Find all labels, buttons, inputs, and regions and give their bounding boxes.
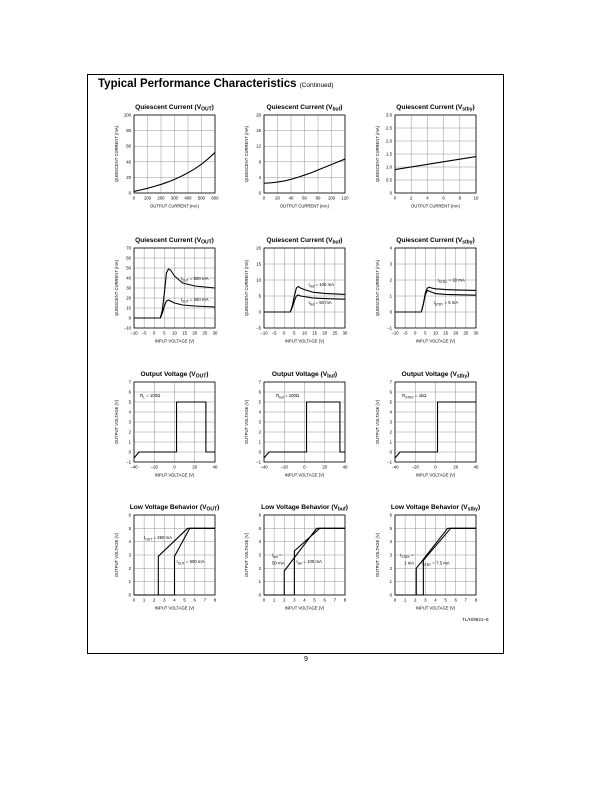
- y-tick-label: 2: [128, 565, 131, 571]
- y-tick-label: 5: [128, 399, 131, 405]
- x-tick-label: 7: [464, 597, 468, 603]
- x-tick-label: 40: [288, 195, 294, 201]
- x-tick-label: 10: [473, 195, 479, 201]
- x-axis-label: INPUT VOLTAGE (V): [154, 472, 195, 478]
- curve-annotation: $R_{STBY} = 1k\Omega$: [402, 393, 427, 400]
- x-tick-label: 5: [424, 330, 427, 336]
- x-tick-label: 3: [163, 597, 166, 603]
- y-tick-label: 1: [258, 579, 261, 585]
- x-tick-label: 0: [262, 597, 266, 603]
- x-tick-label: 8: [343, 597, 347, 603]
- y-tick-label: 5: [258, 293, 261, 299]
- y-tick-label: 5: [389, 525, 392, 531]
- y-tick-label: 3: [128, 419, 131, 425]
- y-tick-label: 0: [128, 190, 131, 196]
- curve-annotation: 50 mA: [272, 560, 285, 566]
- title-subtitle: (Continued): [299, 82, 334, 89]
- chart-title: Quiescent Current $(V_{stby})$: [396, 104, 475, 113]
- y-tick-label: 3: [128, 552, 131, 558]
- x-tick-label: −10: [391, 330, 399, 336]
- curve-annotation: 1 mA: [404, 560, 415, 566]
- x-tick-label: 5: [444, 597, 447, 603]
- curve-annotation: $I_{buf}$ =: [272, 552, 282, 559]
- chart-4: [114, 237, 218, 344]
- x-tick-label: 40: [212, 464, 218, 470]
- x-tick-label: 8: [474, 597, 478, 603]
- curve-annotation: $I_{buf} = 100$ mA: [296, 559, 322, 566]
- y-tick-label: 3: [258, 419, 261, 425]
- chart-9: [375, 371, 479, 478]
- x-axis-label: INPUT VOLTAGE (V): [284, 605, 325, 611]
- x-tick-label: 80: [315, 195, 321, 201]
- x-tick-label: 100: [327, 195, 336, 201]
- x-tick-label: 120: [341, 195, 349, 201]
- x-tick-label: −40: [130, 464, 138, 470]
- x-tick-label: 60: [302, 195, 307, 201]
- y-tick-label: 5: [389, 399, 392, 405]
- y-tick-label: 1: [389, 293, 392, 299]
- x-tick-label: 4: [426, 195, 429, 201]
- y-tick-label: 70: [126, 245, 131, 251]
- y-tick-label: 8: [258, 159, 261, 165]
- curve-annotation: $I_{OUT} = 500$ mA: [180, 276, 209, 283]
- x-tick-label: 1: [142, 597, 146, 603]
- y-axis-label: OUTPUT VOLTAGE (V): [114, 399, 119, 445]
- page-number: 9: [304, 656, 308, 663]
- x-tick-label: 7: [333, 597, 337, 603]
- chart-title: Output Voltage $(V_{buf})$: [271, 371, 338, 380]
- y-axis-label: OUTPUT VOLTAGE (V): [375, 399, 380, 445]
- x-tick-label: 8: [458, 195, 461, 201]
- x-tick-label: 2: [153, 597, 156, 603]
- chart-title: Output Voltage $(V_{stby})$: [401, 371, 470, 380]
- curve-annotation: $I_{OUT} = 250$ mA: [144, 535, 173, 542]
- chart-title: Output Voltage $(V_{OUT})$: [140, 371, 209, 380]
- y-tick-label: −1: [387, 459, 392, 465]
- y-tick-label: 3: [389, 552, 392, 558]
- y-tick-label: 0: [389, 190, 392, 196]
- x-tick-label: 15: [312, 330, 318, 336]
- y-tick-label: 2: [389, 429, 392, 435]
- y-axis-label: QUIESCENT CURRENT (mA): [244, 259, 249, 317]
- y-tick-label: 80: [126, 128, 131, 134]
- x-tick-label: 300: [170, 195, 179, 201]
- y-tick-label: 2: [258, 565, 261, 571]
- x-tick-label: 20: [322, 330, 328, 336]
- chart-title: Low Voltage Behavior $(V_{stby})$: [390, 504, 481, 513]
- x-tick-label: 4: [173, 597, 176, 603]
- y-tick-label: 4: [389, 409, 392, 415]
- x-tick-label: 5: [313, 597, 316, 603]
- y-tick-label: 6: [258, 389, 261, 395]
- y-tick-label: 2: [389, 277, 392, 283]
- y-tick-label: 5: [128, 525, 131, 531]
- x-axis-label: INPUT VOLTAGE (V): [415, 472, 456, 478]
- x-tick-label: 0: [132, 195, 136, 201]
- x-axis-label: OUTPUT CURRENT (mA): [411, 203, 460, 209]
- x-tick-label: 5: [293, 330, 296, 336]
- x-tick-label: 0: [434, 464, 437, 470]
- x-axis-label: INPUT VOLTAGE (V): [154, 338, 195, 344]
- chart-11: [244, 504, 348, 611]
- x-tick-label: 100: [143, 195, 152, 201]
- y-tick-label: 40: [126, 275, 131, 281]
- y-tick-label: 2: [258, 429, 261, 435]
- y-tick-label: 0: [258, 592, 261, 598]
- y-tick-label: 0.5: [386, 177, 392, 183]
- y-tick-label: 6: [128, 389, 131, 395]
- chart-6: [375, 237, 479, 344]
- y-tick-label: 4: [128, 409, 131, 415]
- y-tick-label: 5: [258, 525, 261, 531]
- chart-title: Quiescent Current $(V_{OUT})$: [135, 104, 214, 113]
- y-tick-label: 2: [389, 565, 392, 571]
- y-axis-label: OUTPUT VOLTAGE (V): [114, 532, 119, 578]
- y-tick-label: 0: [258, 309, 261, 315]
- y-tick-label: 3: [389, 419, 392, 425]
- chart-7: [114, 371, 218, 478]
- x-tick-label: 30: [473, 330, 479, 336]
- x-tick-label: 400: [184, 195, 192, 201]
- y-axis-label: QUIESCENT CURRENT (mA): [375, 125, 380, 183]
- x-tick-label: −20: [411, 464, 419, 470]
- figure-reference: TL/H/9821–8: [462, 617, 489, 622]
- x-tick-label: 20: [453, 464, 459, 470]
- y-tick-label: 1: [258, 439, 261, 445]
- x-tick-label: 6: [193, 597, 196, 603]
- x-tick-label: 7: [203, 597, 207, 603]
- x-tick-label: 15: [443, 330, 449, 336]
- y-axis-label: OUTPUT VOLTAGE (V): [375, 532, 380, 578]
- chart-2: [244, 104, 349, 209]
- curve-annotation: $I_{buf} = 100$ mA: [308, 281, 335, 289]
- curve-annotation: $R_L = 100\Omega$: [140, 393, 161, 400]
- y-tick-label: 20: [256, 112, 261, 118]
- x-tick-label: 2: [410, 195, 413, 201]
- x-tick-label: 0: [393, 195, 397, 201]
- x-tick-label: 6: [442, 195, 445, 201]
- y-tick-label: 7: [389, 379, 392, 385]
- x-tick-label: 8: [213, 597, 217, 603]
- x-tick-label: 25: [463, 330, 469, 336]
- chart-title: Quiescent Current $(V_{buf})$: [266, 237, 343, 246]
- y-axis-label: QUIESCENT CURRENT (mA): [114, 125, 119, 183]
- x-tick-label: −20: [280, 464, 288, 470]
- y-tick-label: 50: [126, 265, 131, 271]
- y-tick-label: 1: [128, 579, 131, 585]
- x-tick-label: 20: [192, 330, 198, 336]
- curve-annotation: $R_{buf} = 100\Omega$: [276, 393, 300, 400]
- y-tick-label: 20: [126, 174, 131, 180]
- x-tick-label: 10: [302, 330, 307, 336]
- x-tick-label: 30: [342, 330, 348, 336]
- y-tick-label: 10: [256, 277, 261, 283]
- y-tick-label: 30: [126, 285, 131, 291]
- y-tick-label: 12: [256, 143, 261, 149]
- x-tick-label: 500: [197, 195, 206, 201]
- x-tick-label: 2: [283, 597, 286, 603]
- x-axis-label: OUTPUT CURRENT (mA): [150, 203, 199, 209]
- y-tick-label: 0: [389, 592, 392, 598]
- x-tick-label: 10: [172, 330, 177, 336]
- chart-title: Quiescent Current $(V_{OUT})$: [135, 237, 214, 246]
- x-tick-label: 0: [283, 330, 286, 336]
- y-tick-label: 0: [128, 592, 131, 598]
- y-tick-label: 1: [389, 439, 392, 445]
- x-tick-label: 1: [272, 597, 276, 603]
- curve-annotation: $I_{buf} = 50$ mA: [308, 300, 332, 307]
- y-tick-label: 4: [258, 539, 261, 545]
- y-tick-label: 0: [389, 449, 392, 455]
- x-tick-label: 10: [433, 330, 438, 336]
- x-tick-label: 0: [173, 464, 176, 470]
- y-tick-label: 4: [258, 174, 261, 180]
- x-tick-label: 6: [454, 597, 457, 603]
- curve-annotation: $I_{STBY} = 5$ mA: [433, 300, 459, 307]
- x-tick-label: −5: [141, 330, 147, 336]
- y-tick-label: 2.5: [386, 125, 392, 131]
- x-tick-label: 30: [212, 330, 218, 336]
- y-tick-label: 4: [389, 245, 392, 251]
- y-tick-label: 20: [126, 295, 131, 301]
- x-tick-label: 2: [414, 597, 417, 603]
- x-tick-label: −10: [260, 330, 268, 336]
- chart-title: Low Voltage Behavior $(V_{buf})$: [261, 504, 348, 513]
- y-tick-label: 10: [126, 305, 131, 311]
- x-tick-label: 15: [182, 330, 188, 336]
- y-tick-label: 4: [389, 539, 392, 545]
- x-tick-label: 3: [293, 597, 296, 603]
- x-tick-label: 5: [183, 597, 186, 603]
- y-tick-label: 4: [258, 409, 261, 415]
- x-axis-label: INPUT VOLTAGE (V): [284, 472, 325, 478]
- y-tick-label: 2: [128, 429, 131, 435]
- series-line-1: [395, 157, 476, 170]
- y-tick-label: 1: [128, 439, 131, 445]
- y-tick-label: 0: [258, 190, 261, 196]
- x-tick-label: 600: [211, 195, 219, 201]
- y-tick-label: 4: [128, 539, 131, 545]
- x-tick-label: 0: [153, 330, 156, 336]
- chart-title: Quiescent Current $(V_{buf})$: [266, 104, 343, 113]
- y-tick-label: −1: [256, 459, 261, 465]
- chart-8: [244, 371, 348, 478]
- y-axis-label: OUTPUT VOLTAGE (V): [244, 399, 249, 445]
- x-tick-label: 200: [157, 195, 165, 201]
- x-tick-label: 20: [322, 464, 328, 470]
- x-tick-label: −5: [402, 330, 408, 336]
- y-tick-label: 7: [128, 379, 131, 385]
- x-tick-label: 40: [342, 464, 348, 470]
- x-axis-label: INPUT VOLTAGE (V): [415, 605, 456, 611]
- y-tick-label: −1: [126, 459, 131, 465]
- y-tick-label: 2.0: [386, 138, 392, 144]
- x-tick-label: 0: [262, 195, 266, 201]
- x-tick-label: 3: [424, 597, 427, 603]
- chart-10: [114, 504, 219, 611]
- x-tick-label: 20: [192, 464, 198, 470]
- y-tick-label: 1: [389, 579, 392, 585]
- y-tick-label: 1.5: [386, 151, 392, 157]
- y-axis-label: QUIESCENT CURRENT (mA): [375, 259, 380, 317]
- curve-annotation: $I_{OUT} = 500$ mA: [176, 559, 205, 566]
- x-tick-label: 0: [303, 464, 306, 470]
- y-tick-label: 3.0: [386, 112, 392, 118]
- y-axis-label: QUIESCENT CURRENT (mA): [114, 259, 119, 317]
- y-tick-label: 7: [258, 379, 261, 385]
- x-axis-label: INPUT VOLTAGE (V): [415, 338, 456, 344]
- x-axis-label: INPUT VOLTAGE (V): [154, 605, 195, 611]
- chart-5: [244, 237, 348, 344]
- y-tick-label: −5: [256, 325, 261, 331]
- curve-annotation: $I_{STBY}$ =: [400, 552, 414, 559]
- x-tick-label: 5: [163, 330, 166, 336]
- y-tick-label: 0: [389, 309, 392, 315]
- chart-3: [375, 104, 479, 209]
- x-tick-label: 4: [434, 597, 437, 603]
- curve-annotation: $I_{OUT} = 250$ mA: [180, 297, 209, 304]
- y-tick-label: 5: [258, 399, 261, 405]
- y-tick-label: 3: [258, 552, 261, 558]
- curve-annotation: $I_{STBY} = 7.5$ mA: [421, 560, 450, 567]
- x-tick-label: −10: [130, 330, 138, 336]
- x-axis-label: OUTPUT CURRENT (mA): [280, 203, 329, 209]
- x-tick-label: 25: [202, 330, 208, 336]
- y-tick-label: 0: [128, 315, 131, 321]
- x-tick-label: 40: [473, 464, 479, 470]
- y-tick-label: 6: [128, 512, 131, 518]
- y-tick-label: 100: [123, 112, 131, 118]
- y-axis-label: QUIESCENT CURRENT (mA): [244, 125, 249, 183]
- x-tick-label: −40: [391, 464, 399, 470]
- y-tick-label: −1: [387, 325, 392, 331]
- y-tick-label: −10: [123, 325, 131, 331]
- y-tick-label: 40: [126, 159, 131, 165]
- y-tick-label: 15: [256, 261, 261, 267]
- y-tick-label: 0: [258, 449, 261, 455]
- y-tick-label: 3: [389, 261, 392, 267]
- y-tick-label: 6: [389, 512, 392, 518]
- x-tick-label: 25: [332, 330, 338, 336]
- y-tick-label: 60: [126, 143, 131, 149]
- curve-annotation: $I_{STBY} = 10$ mA: [437, 277, 465, 285]
- x-tick-label: −20: [150, 464, 158, 470]
- x-tick-label: 6: [323, 597, 326, 603]
- x-tick-label: −5: [271, 330, 277, 336]
- x-tick-label: −40: [260, 464, 268, 470]
- x-tick-label: 4: [303, 597, 306, 603]
- y-tick-label: 6: [258, 512, 261, 518]
- title-text: Typical Performance Characteristics: [98, 78, 297, 90]
- x-tick-label: 20: [275, 195, 280, 201]
- chart-1: [114, 104, 219, 209]
- x-tick-label: 0: [393, 597, 397, 603]
- x-tick-label: 0: [414, 330, 417, 336]
- chart-12: [375, 504, 480, 611]
- x-tick-label: 20: [453, 330, 459, 336]
- y-tick-label: 6: [389, 389, 392, 395]
- y-tick-label: 16: [256, 128, 261, 134]
- x-axis-label: INPUT VOLTAGE (V): [284, 338, 325, 344]
- chart-title: Low Voltage Behavior $(V_{OUT})$: [129, 504, 220, 513]
- x-tick-label: 0: [132, 597, 136, 603]
- chart-title: Quiescent Current $(V_{stby})$: [396, 237, 475, 246]
- x-tick-label: 1: [403, 597, 407, 603]
- y-tick-label: 1.0: [386, 164, 392, 170]
- y-tick-label: 20: [256, 245, 261, 251]
- y-tick-label: 60: [126, 255, 131, 261]
- y-axis-label: OUTPUT VOLTAGE (V): [244, 532, 249, 578]
- y-tick-label: 0: [128, 449, 131, 455]
